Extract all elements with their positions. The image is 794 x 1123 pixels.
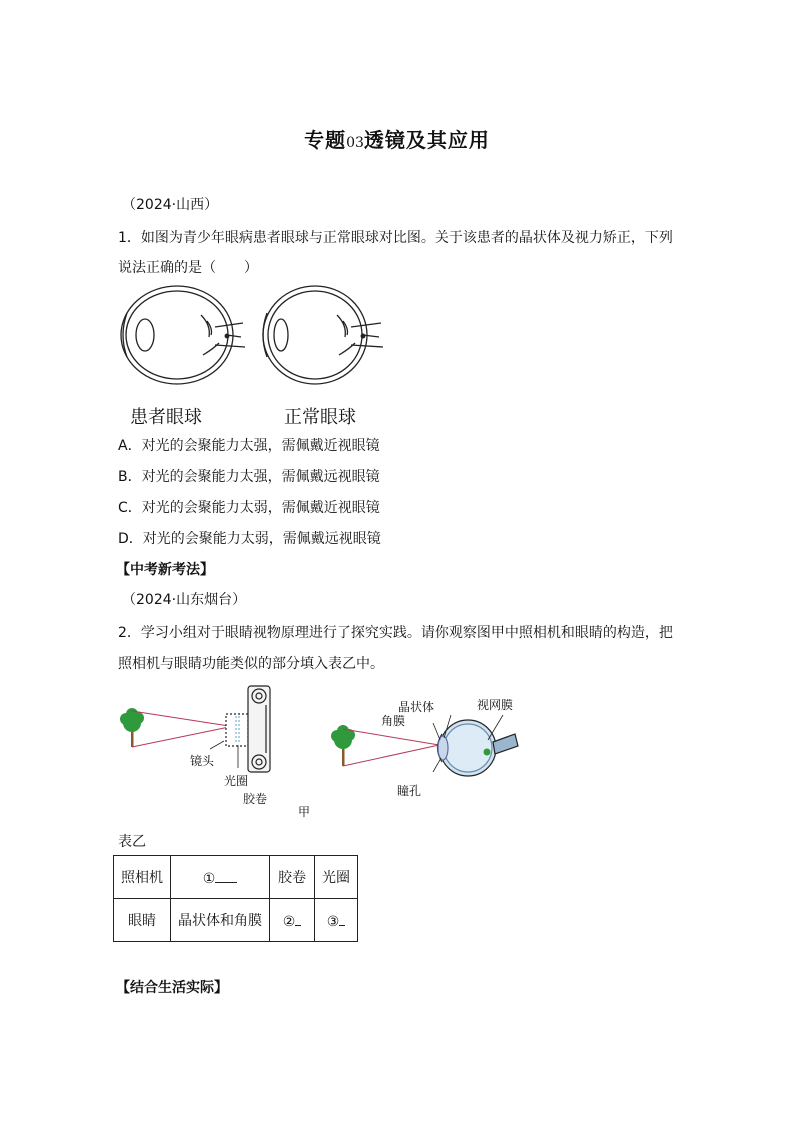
q1-option-b: B．对光的会聚能力太强，需佩戴远视眼镜 (118, 469, 380, 485)
section-new-method: 【中考新考法】 (116, 562, 214, 578)
table-cell-blank-3[interactable] (315, 899, 358, 942)
camera-body-icon (226, 686, 270, 772)
table-cell-eye-head: 眼睛 (114, 899, 171, 942)
normal-eyeball-icon (263, 286, 383, 384)
label-aperture: 光圈 (224, 774, 249, 788)
label-film: 胶卷 (243, 792, 268, 806)
blank-3-marker: ③ (326, 913, 340, 930)
label-crystalline-lens: 晶状体 (398, 700, 435, 714)
label-retina: 视网膜 (477, 698, 514, 712)
q2-source: （2024·山东烟台） (122, 592, 247, 608)
title-number: 03 (346, 135, 364, 151)
table-cell-lens-cornea: 晶状体和角膜 (171, 899, 270, 942)
q2-stem-line1: 2．学习小组对于眼睛视物原理进行了探究实践。请你观察图甲中照相机和眼睛的构造，把 (118, 625, 673, 641)
caption-normal-eye: 正常眼球 (284, 407, 356, 428)
tree-icon (331, 725, 355, 766)
blank-2-line (295, 911, 301, 926)
label-lens: 镜头 (190, 754, 215, 768)
table-row-eye (114, 899, 358, 942)
section-real-life: 【结合生活实际】 (116, 980, 228, 996)
q1-stem-line2: 说法正确的是（ ） (118, 260, 258, 276)
page-title (0, 124, 794, 153)
blank-1-line (215, 868, 237, 883)
q1-option-a: A．对光的会聚能力太强，需佩戴近视眼镜 (118, 438, 380, 454)
eye-structure-figure (325, 712, 520, 778)
table-row-camera (114, 856, 358, 899)
blank-1-marker: ① (202, 870, 216, 887)
eyeball-icon (438, 720, 519, 776)
eye-comparison-figure (115, 285, 405, 400)
table-cell-camera-head: 照相机 (114, 856, 171, 899)
label-cornea: 角膜 (381, 714, 406, 728)
table-cell-blank-1[interactable] (171, 856, 270, 899)
title-rest: 透镜及其应用 (363, 128, 490, 152)
table-cell-film: 胶卷 (270, 856, 315, 899)
q1-source: （2024·山西） (122, 197, 219, 213)
tree-icon (120, 708, 144, 747)
label-pupil: 瞳孔 (397, 784, 422, 798)
blank-2-marker: ② (282, 913, 296, 930)
table-cell-aperture: 光圈 (315, 856, 358, 899)
table-caption: 表乙 (118, 834, 146, 850)
q1-option-d: D．对光的会聚能力太弱，需佩戴远视眼镜 (118, 531, 381, 547)
blank-3-line (339, 911, 345, 926)
title-prefix: 专题 (304, 128, 347, 152)
figure-caption-jia: 甲 (298, 805, 311, 819)
table-cell-blank-2[interactable] (270, 899, 315, 942)
q1-stem-line1: 1．如图为青少年眼病患者眼球与正常眼球对比图。关于该患者的晶状体及视力矫正，下列 (118, 230, 673, 246)
patient-eyeball-icon (121, 286, 245, 384)
comparison-table (113, 855, 358, 942)
caption-patient-eye: 患者眼球 (130, 407, 202, 428)
q2-stem-line2: 照相机与眼睛功能类似的部分填入表乙中。 (118, 656, 384, 672)
q1-option-c: C．对光的会聚能力太弱，需佩戴近视眼镜 (118, 500, 380, 516)
